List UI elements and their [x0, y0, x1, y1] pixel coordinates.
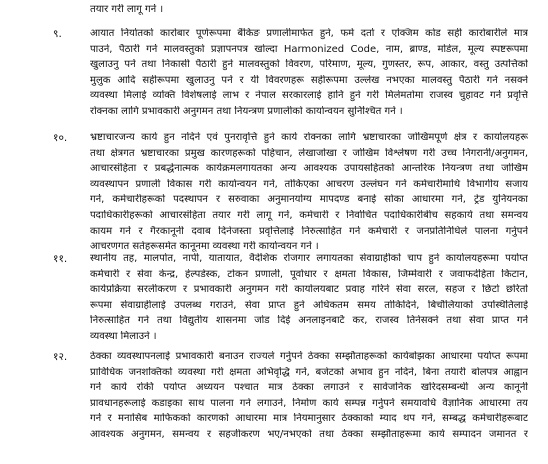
paragraph-line: निरुत्साहित गर्न तथा विद्युतीय शासनमा जोड दिई अनलाइनबाटै कर, राजस्व तिर्नसक्ने तथा सेवा प्राप्त गर्ने — [90, 315, 528, 327]
paragraph-line: आचारसंहिता र प्रबर्द्धनात्मक कार्यक्रमलगायतका अन्य आवश्यक उपायसहितको आन्तरिक नियन्त्रण तथा जोखिम — [90, 163, 528, 175]
paragraph-line: पदाधिकारीहरूको आचारसंहिता तयार गरी लागू गर्ने, कर्मचारी र निर्वाचित पदाधिकारीबीच सहकार्य तथा समन्वय — [90, 210, 528, 221]
item-number: १२. — [53, 351, 68, 363]
paragraph-line: प्राविधिक जनशक्तिको व्यवस्था गरी क्षमता अभिवृद्धि गर्ने, बजेटको अभाव हुन नदिने, बिना तयारी बोलपत्र आह्वान — [90, 366, 528, 378]
paragraph-line: रोक्नका लागि प्रभावकारी अनुगमन तथा नियन्त्रण प्रणालीको कार्यान्वयन सुनिश्चित गर्ने । — [90, 106, 403, 117]
paragraph-line: कायम गर्ने र गैरकानूनी दवाब दिनेजस्ता प्रवृत्तिलाई निरुत्साहित गर्न कर्मचारी र जनप्रतिनिधिले पालना गर्नुपर्ने — [90, 225, 528, 237]
paragraph-line: गर्ने र मनासिब माफिकको कारणको आधारमा मात्र नियमानुसार ठेक्काको म्याद थप गर्ने, सम्बद्ध कर्मचारीहरूबाट — [90, 413, 528, 425]
paragraph-line: खुलाउनु पर्ने तथा निकासी पैठारी हुने मालवस्तुको विवरण, परिमाण, मूल्य, गुणस्तर, रूप, आकार, वस्तु उत्पत्तिको — [90, 59, 528, 71]
paragraph-line: स्थानीय तह, मालपोत, नापी, यातायात, वैदेशिक रोजगार लगायतका सेवाग्राहीको चाप हुने कार्यालयहरूमा पर्याप्त — [90, 253, 528, 264]
item-number: ९. — [53, 28, 62, 40]
paragraph-line: आयात निर्यातको कारोबार पूर्णरूपमा बैंकिङ प्रणालीमार्फत हुने, फर्म दर्ता र एक्जिम कोड सही कारोबारीले मात्र — [90, 28, 528, 39]
paragraph-line: भ्रष्टाचारजन्य कार्य हुन नदिने एवं पुनरावृत्ति हुने कार्य रोक्नका लागि भ्रष्टाचारका जोखिमपूर्ण क्षेत्र र कार्यालयहरू — [90, 132, 528, 143]
paragraph-line: रूपमा सेवाग्राहीलाई उपलब्ध गराउने, सेवा प्राप्त हुने अधिकतम समय तोकिदिने, बिचौलियाको उपस्थितिलाई — [90, 299, 528, 311]
paragraph-line: व्यवस्था मिलाउने । — [90, 331, 157, 342]
paragraph-line: गर्ने कार्य रोकी पर्याप्त अध्ययन पश्चात मात्र ठेक्का लगाउने र सार्वजनिक खरिदसम्बन्धी अन्य कानूनी — [90, 382, 528, 394]
paragraph-line: आवश्यक अनुगमन, समन्वय र सहजीकरण भए/नभएको तथा ठेक्का सम्झौताहरूमा कार्य सम्पादन जमानत र — [90, 429, 528, 440]
paragraph-line: कार्यप्रक्रिया सरलीकरण र प्रभावकारी अनुगमन गरी कार्यालयबाट प्रवाह गरिने सेवा सरल, सहज र छिटो छरितो — [90, 284, 528, 296]
paragraph-line: पाउने, पैठारी गर्ने मालवस्तुको प्रज्ञापनपत्र खोल्दा Harmonized Code, नाम, ब्राण्ड, मोडेल, मूल्य स्पष्टरूपमा — [90, 43, 528, 55]
paragraph-line: व्यवस्थापन प्रणाली विकास गरी कार्यान्वयन गर्ने, तोकिएका आचरण उल्लंघन गर्ने कर्मचारीमाथि विभागीय सजाय — [90, 178, 528, 190]
paragraph-line: आचरणगत सर्तहरूसमेत कानूनमा व्यवस्था गरी कार्यान्वयन गर्ने । — [90, 241, 319, 253]
paragraph-line: प्रावधानहरूलाई कडाइका साथ पालना गर्न लगाउने, निर्माण कार्य सम्पन्न गर्नुपर्ने समयावधि वैज्ञानिक आधारमा तय — [90, 397, 528, 409]
item-number: १०. — [53, 132, 68, 144]
paragraph-line: मुलुक आदि सहीरूपमा खुलाउनु पर्ने र यी विवरणहरू सहीरूपमा उल्लेख नभएका मालवस्तु पैठारी गर्न नसक्ने — [90, 74, 528, 86]
paragraph-line: गर्ने, कर्मचारीहरूको पदस्थापन र सरुवाका अनुमानयोग्य मापदण्ड बनाई सोका आधारमा गर्ने, ट्रेड युनियनका — [90, 194, 528, 206]
paragraph-line: तयार गरी लागू गर्ने । — [90, 3, 164, 15]
item-number: ११. — [53, 253, 68, 265]
paragraph-line: कर्मचारी र सेवा केन्द्र, हेल्पडेस्क, टोकन प्रणाली, पूर्वाधार र क्षमता विकास, जिम्मेवारी र जवाफदेहिता किटान, — [90, 268, 528, 280]
paragraph-line: ठेक्का व्यवस्थापनलाई प्रभावकारी बनाउन राज्यले गर्नुपर्ने ठेक्का सम्झौताहरूको कार्यबोझका आधारमा पर्याप्त रूपमा — [90, 351, 528, 362]
paragraph-line: व्यवस्था मिलाई व्यक्ति विशेषलाई लाभ र नेपाल सरकारलाई हानि हुने गरी मिलेमतोमा राजस्व चुहावट गर्ने प्रवृत्ति — [90, 90, 528, 102]
paragraph-line: तथा क्षेत्रगत भ्रष्टाचारका प्रमुख कारणहरूको पहिचान, लेखाजोखा र जोखिम विश्लेषण गरी उच्च निगरानी/अनुगमन, — [90, 147, 528, 159]
